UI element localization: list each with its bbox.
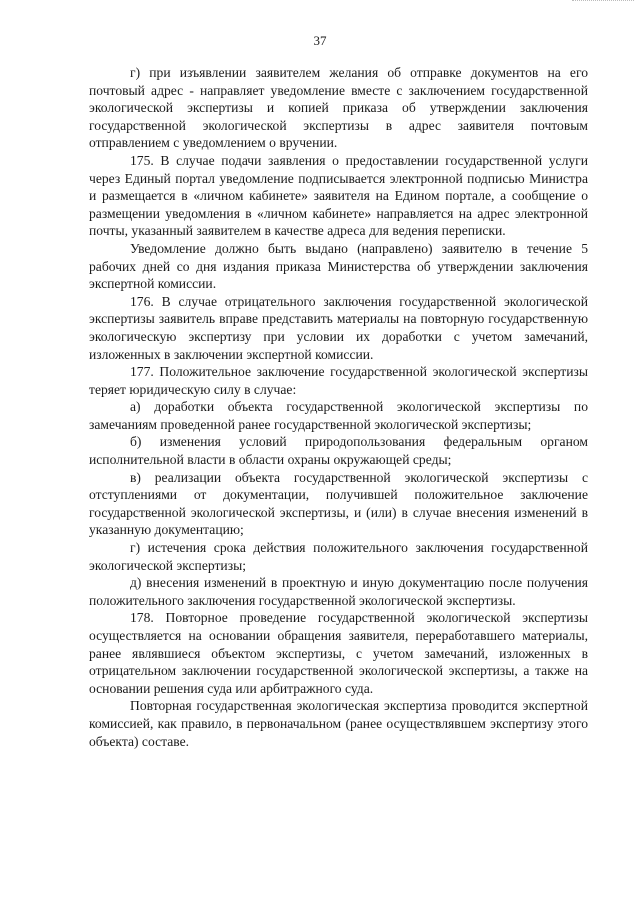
scan-edge-mark [572,0,634,4]
paragraph-177-item-v: в) реализации объекта государственной экологической экспертизы с отступлениями от документации, получившей положительное заключение государственной экологической экспертизы, и (или) в случае внесения изменений в указанную документацию; [89,469,588,538]
paragraph-178: 178. Повторное проведение государственной экологической экспертизы осуществляется на основании обращения заявителя, переработавшего материалы, ранее являвшиеся объектом экспертизы, с учетом замечаний, изложенных в отрицательном заключении государственной экологической экспертизы, а также на основании решения суда или арбитражного суда. [89,610,588,696]
paragraph-177: 177. Положительное заключение государственной экологической экспертизы теряет юридическую силу в случае: [89,364,588,397]
page-number: 37 [313,33,327,48]
paragraph-175: 175. В случае подачи заявления о предоставлении государственной услуги через Единый портал уведомление подписывается электронной подписью Министра и размещается в «личном кабинете» заявителя на Едином портале, а сообщение о размещении уведомления в «личном кабинете» направляется на адрес электронной почты, указанный заявителем в качестве адреса для ведения переписки. [89,152,588,239]
paragraph-item-g-mail-delivery: г) при изъявлении заявителем желания об отправке документов на его почтовый адрес - направляет уведомление вместе с заключением государственной экологической экспертизы и копией приказа об утверждении заключения государственной экологической экспертизы в адрес заявителя почтовым отправлением с уведомлением о вручении. [89,65,588,151]
paragraph-176: 176. В случае отрицательного заключения государственной экологической экспертизы заявитель вправе представить материалы на повторную государственную экологическую экспертизу при условии их доработки с учетом замечаний, изложенных в заключении экспертной комиссии. [89,293,588,362]
paragraph-177-item-a: а) доработки объекта государственной экологической экспертизы по замечаниям проведенной ранее государственной экологической экспертизы; [89,399,588,432]
paragraph-177-item-g: г) истечения срока действия положительного заключения государственной экологической экспертизы; [89,540,588,573]
paragraph-177-item-b: б) изменения условий природопользования федеральным органом исполнительной власти в области охраны окружающей среды; [89,434,588,468]
paragraph-repeat-expertise-commission: Повторная государственная экологическая экспертиза проводится экспертной комиссией, как правило, в первоначальном (ранее осуществлявшем экспертизу этого объекта) составе. [89,698,588,749]
paragraph-notification-deadline: Уведомление должно быть выдано (направлено) заявителю в течение 5 рабочих дней со дня издания приказа Министерства об утверждении заключения экспертной комиссии. [89,240,588,292]
paragraph-177-item-d: д) внесения изменений в проектную и иную документацию после получения положительного заключения государственной экологической экспертизы. [89,575,588,608]
document-body [89,64,588,750]
